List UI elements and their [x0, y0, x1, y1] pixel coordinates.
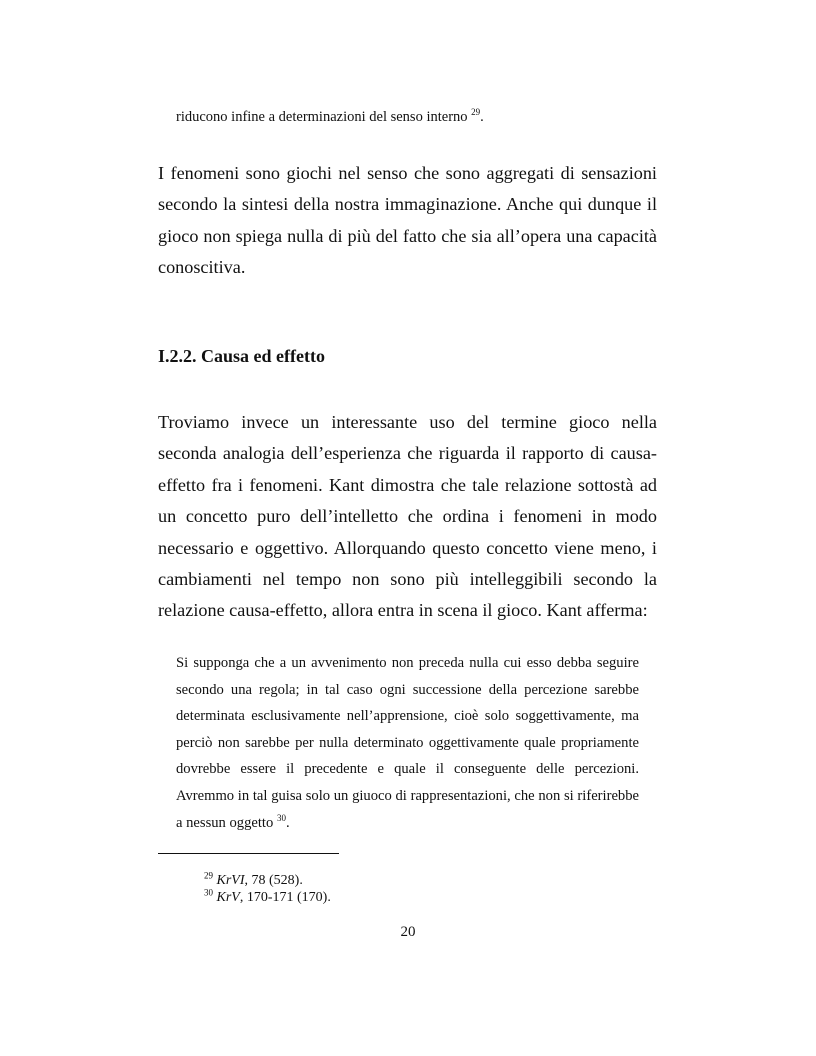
- footnote-30: [204, 889, 331, 906]
- footnote-citation: , 78 (528).: [244, 873, 303, 888]
- quote-continuation: [176, 104, 638, 130]
- paragraph-2: Troviamo invece un interessante uso del termine gioco nella seconda analogia dell’esperienza che riguarda il rapporto di causa-effetto fra i fenomeni. Kant dimostra che tale relazione sottostà ad un concetto puro dell’intelletto che ordina i fenomeni in modo necessario e oggettivo. Allorquando questo concetto viene meno, i cambiamenti nel tempo non sono più intelleggibili secondo la relazione causa-effetto, allora entra in scena il gioco. Kant afferma:: [158, 412, 657, 621]
- footnote-29: [204, 872, 331, 889]
- footnotes: [204, 872, 331, 906]
- section-heading: I.2.2. Causa ed effetto: [158, 346, 325, 366]
- block-quote-end: .: [285, 814, 290, 831]
- footnote-work-title: KrV: [216, 890, 240, 905]
- block-quote-text: Si supponga che a un avvenimento non preceda nulla cui esso debba seguire secondo una regola; in tal caso ogni successione della percezione sarebbe determinata esclusivamente nell’apprensione, cioè solo soggettivamente, ma perciò non sarebbe per nulla determinato oggettivamente quale propriamente dovrebbe essere il precedente e quale il conseguente delle percezioni. Avremmo in tal guisa solo un giuoco di rappresentazioni, che non si riferirebbe a nessun oggetto: [176, 655, 639, 831]
- footnote-ref-30[interactable]: 30: [276, 812, 286, 823]
- footnote-number: 29: [204, 870, 213, 881]
- block-quote: [176, 650, 639, 836]
- footnote-separator: [158, 853, 339, 854]
- footnote-ref-29[interactable]: 29: [471, 107, 481, 118]
- footnote-number: 30: [204, 887, 213, 898]
- quote-continuation-text: riducono infine a determinazioni del senso interno: [176, 109, 468, 125]
- paragraph-1: I fenomeni sono giochi nel senso che sono aggregati di sensazioni secondo la sintesi della nostra immaginazione. Anche qui dunque il gioco non spiega nulla di più del fatto che sia all’opera una capacità conoscitiva.: [158, 163, 657, 278]
- footnote-work-title: KrVI: [216, 873, 245, 888]
- page-number: 20: [400, 924, 416, 940]
- footnote-citation: , 170-171 (170).: [239, 890, 331, 905]
- quote-continuation-end: .: [480, 109, 484, 125]
